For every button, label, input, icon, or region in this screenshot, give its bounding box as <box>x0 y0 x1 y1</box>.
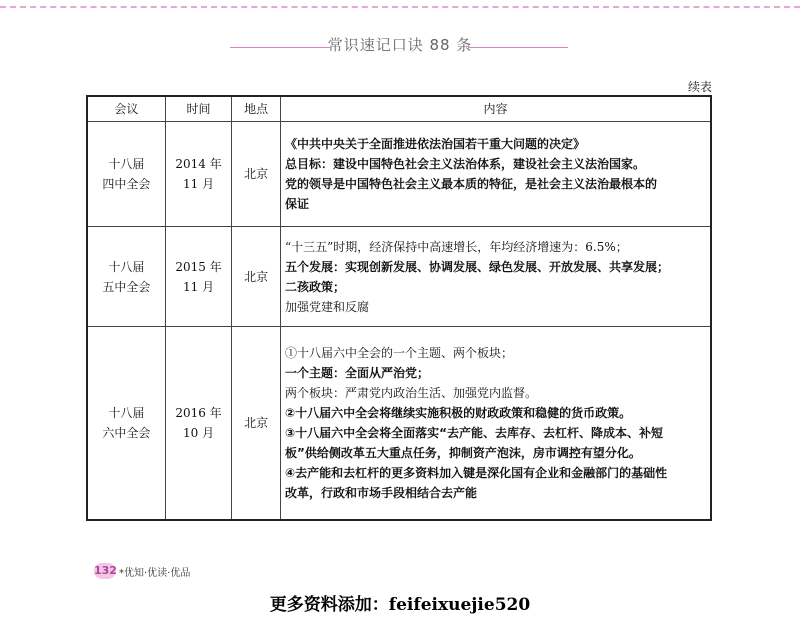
column-header-meeting: 会议 <box>87 96 165 122</box>
content-cell <box>280 122 711 227</box>
continued-label: 续表 <box>687 80 712 94</box>
column-header-time: 时间 <box>165 96 232 122</box>
content-line: “十三五”时期，经济保持中高速增长，年均经济增速为：6.5%； <box>284 239 628 254</box>
table-row <box>87 122 711 227</box>
time-cell: 2014 年 11 月 <box>165 122 232 227</box>
footer-slogan: *优知·优读·优品 <box>119 567 191 579</box>
content-line: 《中共中央关于全面推进依法治国若干重大问题的决定》 <box>284 137 585 151</box>
place-cell: 北京 <box>232 227 281 327</box>
place-cell: 北京 <box>232 122 281 227</box>
top-dashed-border <box>0 6 800 8</box>
content-line: 总目标：建设中国特色社会主义法治体系，建设社会主义法治国家。 <box>284 157 645 171</box>
place-cell: 北京 <box>232 327 281 520</box>
watermark-text: 更多资料添加：feifeixuejie520 <box>269 595 531 615</box>
time-cell: 2015 年 11 月 <box>165 227 232 327</box>
column-header-place: 地点 <box>232 96 281 122</box>
table-row <box>87 327 711 520</box>
meeting-cell: 十八届 五中全会 <box>87 227 165 327</box>
footer-badge <box>94 563 190 579</box>
content-line: 两个板块：严肃党内政治生活、加强党内监督。 <box>284 385 537 400</box>
content-line: ②十八届六中全会将继续实施积极的财政政策和稳健的货币政策。 <box>284 405 632 420</box>
time-cell: 2016 年 10 月 <box>165 327 232 520</box>
meetings-table <box>86 95 712 521</box>
content-line: 保证 <box>284 197 309 211</box>
content-cell <box>280 327 711 520</box>
content-line: 一个主题：全面从严治党； <box>284 365 429 380</box>
table-header-row <box>87 96 711 122</box>
content-cell <box>280 227 711 327</box>
content-line: 二孩政策； <box>284 279 345 294</box>
table-row <box>87 227 711 327</box>
content-line: 加强党建和反腐 <box>284 299 369 314</box>
content-line: 板”供给侧改革五大重点任务，抑制资产泡沫，房市调控有望分化。 <box>284 445 641 460</box>
meeting-cell: 十八届 四中全会 <box>87 122 165 227</box>
content-line: ③十八届六中全会将全面落实“去产能、去库存、去杠杆、降成本、补短 <box>284 425 664 440</box>
content-line: 改革，行政和市场手段相结合去产能 <box>284 485 477 500</box>
page-header-title: 常识速记口诀 88 条 <box>327 36 473 54</box>
content-line: ①十八届六中全会的一个主题、两个板块； <box>284 345 513 360</box>
page-number: 132 <box>94 564 117 577</box>
content-line: 五个发展：实现创新发展、协调发展、绿色发展、开放发展、共享发展； <box>284 259 669 274</box>
content-line: ④去产能和去杠杆的更多资料加入键是深化国有企业和金融部门的基础性 <box>284 465 668 480</box>
meeting-cell: 十八届 六中全会 <box>87 327 165 520</box>
column-header-content: 内容 <box>280 96 711 122</box>
content-line: 党的领导是中国特色社会主义最本质的特征，是社会主义法治最根本的 <box>284 177 657 191</box>
